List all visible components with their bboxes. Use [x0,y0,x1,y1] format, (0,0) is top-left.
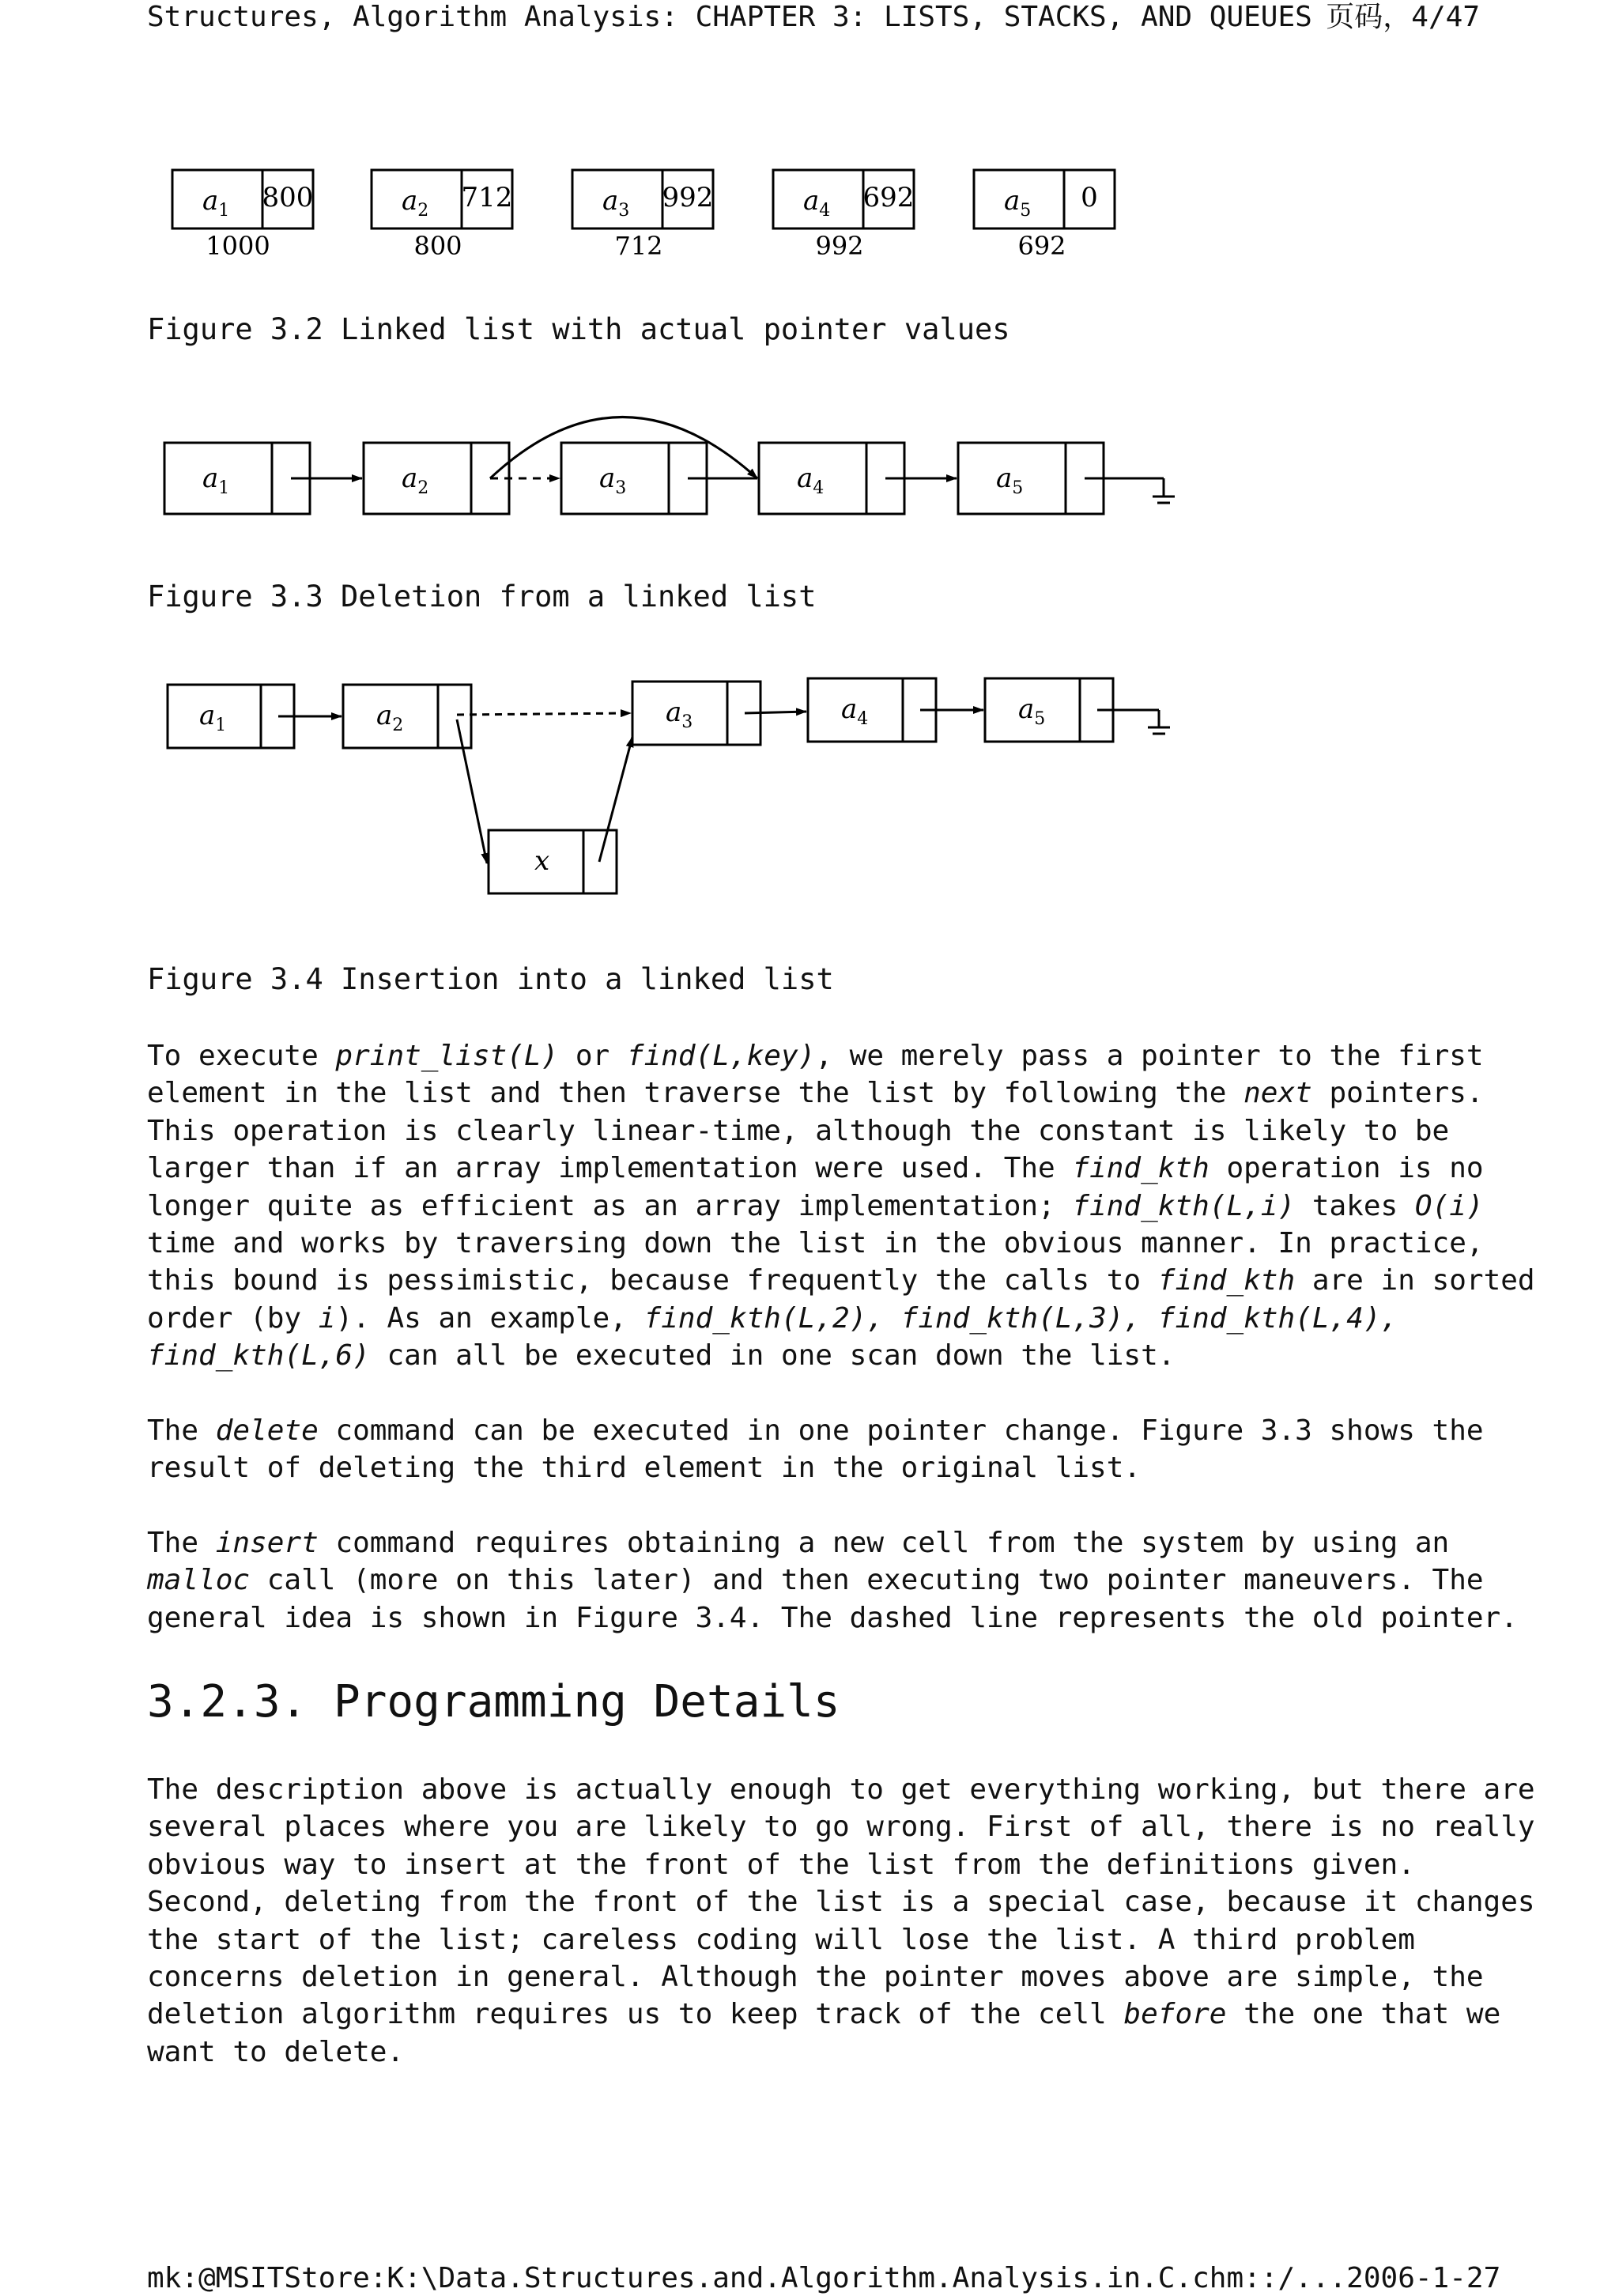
fig34-pointers [278,710,1170,863]
text-line [147,2034,1491,2071]
fig32-ptr-3: 992 [662,182,714,213]
fig32-ptr-2: 712 [461,182,513,213]
italic-term: find_kth(L,2), find_kth(L,3), find_kth(L,4), [643,1301,1398,1335]
fig34-cell-5 [985,678,1113,742]
paragraph-operations [147,1037,1535,1375]
text-line [147,1921,1491,1958]
text-line [147,1996,1501,2033]
text-run: obvious way to insert at the front of the list from the definitions given. [147,1848,1415,1881]
header-title: Structures, Algorithm Analysis: CHAPTER 3: LISTS, STACKS, AND QUEUES [147,1,1312,33]
italic-term: insert [215,1527,319,1559]
fig33-cell-2 [364,443,509,514]
svg-text:a3: $a_3$ [666,697,693,732]
fig32-cell-3 [572,170,713,261]
figure-3-2-caption: Figure 3.2 Linked list with actual pointer values [147,312,1010,346]
svg-text:a2: $a_2$ [376,700,404,735]
italic-term: find_kth(L,i) [1072,1189,1296,1222]
italic-term: find(L,key) [626,1040,816,1072]
page-header [147,0,1480,35]
fig32-addr-1: 1000 [206,231,270,261]
svg-text:a4: $a_4$ [803,185,831,221]
text-run: Second, deleting from the front of the list is a special case, because it changes [147,1886,1535,1919]
text-run: This operation is clearly linear-time, although the constant is likely to be [147,1114,1450,1147]
svg-text:a3: $a_3$ [599,463,627,498]
text-line [147,1562,1491,1599]
footer-source: mk:@MSITStore:K:\Data.Structures.and.Algorithm.Analysis.in.C.chm::/... [147,2262,1347,2294]
fig32-ptr-4: 692 [862,182,915,213]
fig33-cell-1 [164,443,310,514]
text-run: pointers. [1311,1077,1484,1110]
fig34-cell-1 [168,685,294,748]
fig33-cell-5 [958,443,1104,514]
figure-3-2 [147,162,1175,265]
italic-term: find_kth [1072,1152,1210,1185]
text-run: or [558,1040,627,1072]
fig34-cell-2 [343,685,471,748]
text-line [147,1599,1518,1637]
fig33-cell-3 [561,443,707,514]
fig34-cell-3 [632,682,760,745]
text-line [147,1037,1491,1074]
text-line [147,1337,1491,1374]
fig32-cell-5 [974,170,1115,261]
figure-3-3-caption: Figure 3.3 Deletion from a linked list [147,580,817,614]
fig32-addr-3: 712 [614,231,663,261]
text-run: deletion algorithm requires us to keep track of the cell [147,1998,1124,2031]
text-run: element in the list and then traverse the list by following the [147,1077,1244,1110]
text-run: , we merely pass a pointer to the first [815,1040,1484,1072]
text-run: can all be executed in one scan down the list. [369,1339,1176,1373]
text-line [147,1883,1535,1920]
svg-text:a5: $a_5$ [1018,693,1046,729]
text-run: this bound is pessimistic, because frequently the calls to [147,1264,1158,1297]
svg-text:a3: $a_3$ [602,185,630,221]
text-run: the start of the list; careless coding will lose the list. A third problem [147,1923,1415,1956]
fig34-new-cell [489,830,617,893]
paragraph-delete [147,1412,1491,1487]
paragraph-programming-details [147,1771,1535,2071]
italic-term: malloc [147,1564,251,1597]
text-run: want to delete. [147,2035,405,2068]
text-run: To execute [147,1040,336,1072]
text-run: several places where you are likely to go wrong. First of all, there is no really [147,1811,1535,1844]
fig34-cell-4 [808,678,936,742]
svg-text:a2: $a_2$ [402,185,429,221]
figure-3-4 [147,664,1191,901]
header-page-number: 页码，4/47 [1326,1,1480,33]
text-run: command requires obtaining a new cell from the system by using an [318,1527,1450,1559]
text-run: the one that we [1226,1998,1501,2031]
italic-term: O(i) [1414,1189,1484,1222]
italic-term: find_kth [1157,1264,1296,1297]
svg-text:a1: $a_1$ [202,185,230,221]
footer-date: 2006-1-27 [1346,2262,1501,2294]
text-run: general idea is shown in Figure 3.4. The dashed line represents the old pointer. [147,1601,1518,1634]
text-line [147,1524,1491,1562]
text-run: larger than if an array implementation were used. The [147,1152,1073,1185]
text-run: time and works by traversing down the list in the obvious manner. In practice, [147,1227,1484,1260]
svg-text:a4: $a_4$ [841,693,869,729]
text-run: order (by [147,1301,319,1335]
italic-term: delete [215,1414,319,1447]
text-line [147,1262,1535,1299]
text-line [147,1150,1491,1187]
fig32-addr-5: 692 [1017,231,1066,261]
text-line [147,1300,1491,1337]
text-line [147,1958,1491,1996]
text-line [147,1112,1491,1150]
text-line [147,1225,1491,1262]
svg-text:a4: $a_4$ [797,463,825,498]
italic-term: next [1243,1077,1312,1110]
fig32-addr-2: 800 [413,231,462,261]
text-line [147,1188,1491,1225]
text-line [147,1846,1491,1883]
fig32-cell-1 [172,170,313,261]
italic-term: find_kth(L,6) [147,1339,370,1373]
svg-text:a1: $a_1$ [199,700,227,735]
svg-text:a5: $a_5$ [996,463,1024,498]
italic-term: print_list(L) [335,1040,559,1072]
fig32-cell-2 [372,170,512,261]
text-run: are in sorted [1295,1264,1535,1297]
text-run: The [147,1527,216,1559]
svg-text:a2: $a_2$ [402,463,429,498]
text-run: operation is no [1209,1152,1484,1185]
text-run: command can be executed in one pointer change. Figure 3.3 shows the [318,1414,1484,1447]
text-line [147,1771,1535,1808]
text-line [147,1808,1535,1845]
page-footer [147,2261,1501,2296]
svg-text:a5: $a_5$ [1004,185,1032,221]
text-line [147,1412,1491,1449]
svg-text:a1: $a_1$ [202,463,230,498]
text-run: ). As an example, [335,1301,644,1335]
figure-3-3 [147,403,1191,530]
text-run: takes [1295,1189,1415,1222]
text-run: The description above is actually enough to get everything working, but there are [147,1773,1535,1806]
text-run: result of deleting the third element in the original list. [147,1452,1142,1485]
section-heading: 3.2.3. Programming Details [147,1676,840,1728]
fig32-ptr-1: 800 [262,182,314,213]
text-run: concerns deletion in general. Although the pointer moves above are simple, the [147,1961,1484,1994]
italic-term: i [318,1301,336,1335]
fig32-addr-4: 992 [815,231,864,261]
text-line [147,1074,1491,1112]
italic-term: before [1123,1998,1227,2031]
text-run: The [147,1414,216,1447]
fig32-ptr-5: 0 [1081,182,1098,213]
text-run: call (more on this later) and then executing two pointer maneuvers. The [250,1564,1484,1597]
text-run: longer quite as efficient as an array implementation; [147,1189,1073,1222]
paragraph-insert [147,1524,1518,1637]
fig33-cell-4 [759,443,904,514]
text-line [147,1449,1491,1486]
fig32-cell-4 [773,170,914,261]
figure-3-4-caption: Figure 3.4 Insertion into a linked list [147,962,834,996]
svg-text:x: x [534,845,550,877]
